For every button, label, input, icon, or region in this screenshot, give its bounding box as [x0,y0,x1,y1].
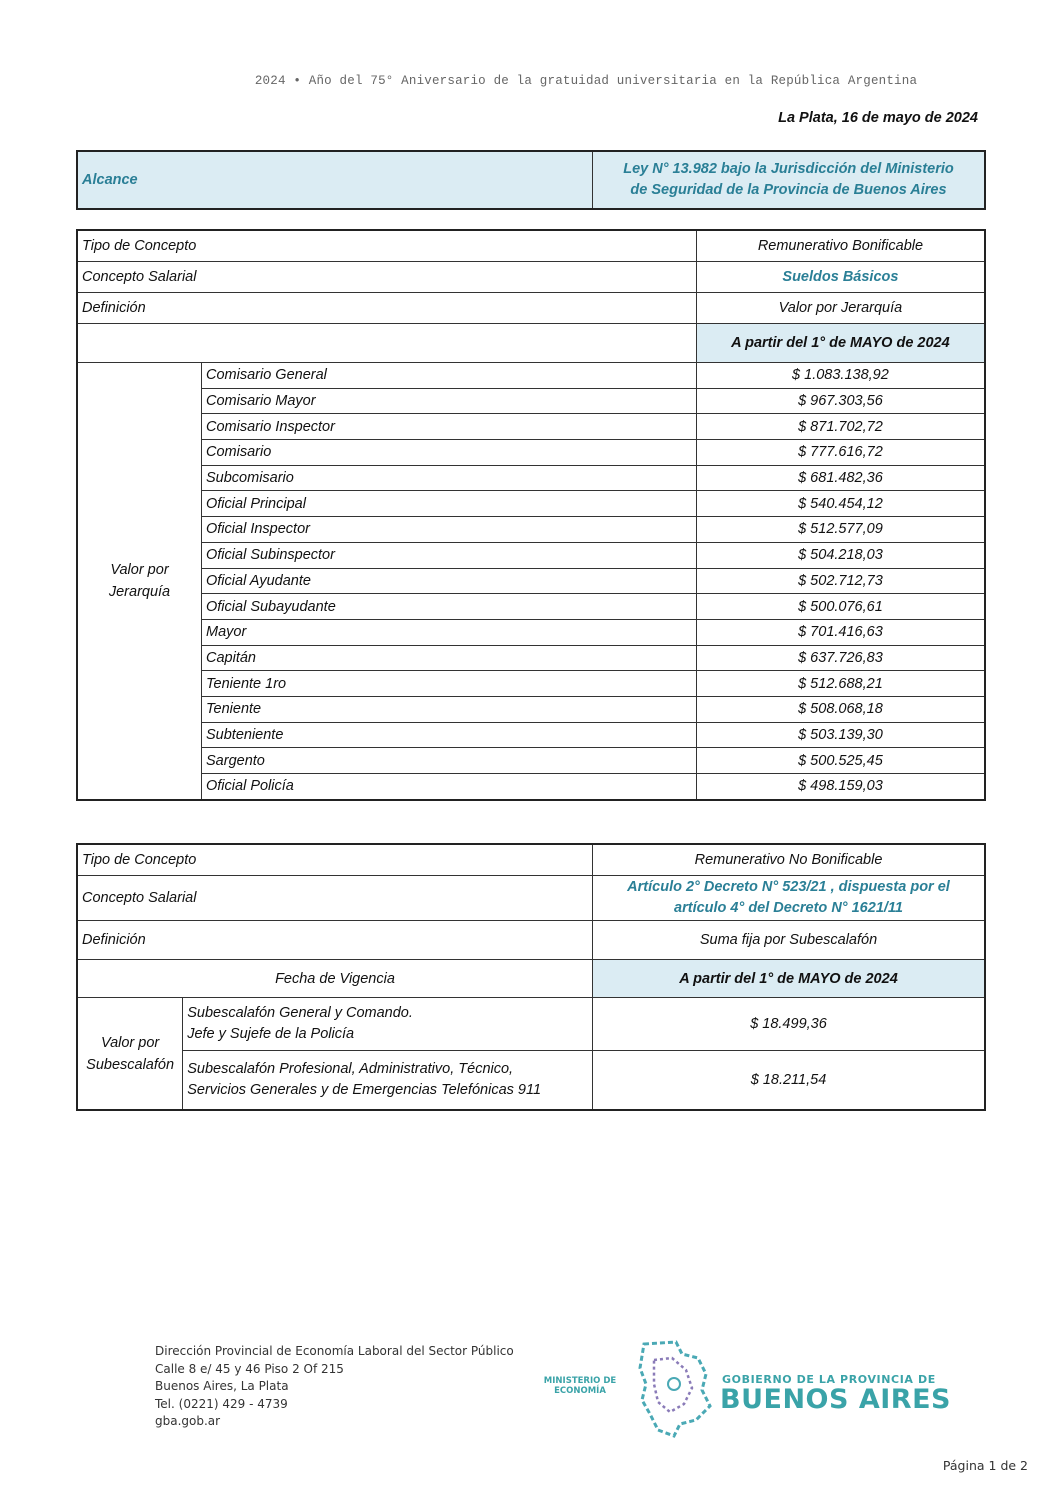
rank-value: $ 508.068,18 [696,696,985,722]
tipo-concepto-label: Tipo de Concepto [77,230,696,262]
buenos-aires-logo-text: BUENOS AIRES [720,1384,951,1415]
vigencia-value: A partir del 1° de MAYO de 2024 [696,324,985,363]
alcance-table [76,150,986,210]
rank-row [77,568,985,594]
rank-row [77,465,985,491]
subescalafon-line2: Jefe y Sujefe de la Policía [187,1026,355,1042]
rank-name: Oficial Subinspector [202,542,697,568]
sueldos-basicos-table [76,229,986,801]
rank-name: Comisario Mayor [202,388,697,414]
fecha-vigencia-label: Fecha de Vigencia [77,960,593,998]
rank-name: Oficial Inspector [202,517,697,543]
tipo-concepto-label: Tipo de Concepto [77,844,593,876]
rank-value: $ 681.482,36 [696,465,985,491]
rank-name: Comisario General [202,363,697,389]
ministerio-economia-logo: MINISTERIO DE ECONOMÍA [543,1376,617,1396]
rank-value: $ 871.702,72 [696,414,985,440]
subescalafon-name [183,998,593,1051]
rank-value: $ 502.712,73 [696,568,985,594]
subescalafon-name [183,1051,593,1111]
rank-row [77,440,985,466]
definicion-value: Suma fija por Subescalafón [593,921,986,960]
concepto-salarial-value: Artículo 2° Decreto N° 523/21 , dispuesta por el artículo 4° del Decreto N° 1621/11 [593,876,986,921]
jerarquia-group-label: Valor por Jerarquía [77,363,202,800]
rank-value: $ 637.726,83 [696,645,985,671]
tipo-concepto-value: Remunerativo No Bonificable [593,844,986,876]
subescalafon-line1: Subescalafón Profesional, Administrativo, Técnico, [187,1061,514,1077]
rank-row [77,388,985,414]
rank-value: $ 540.454,12 [696,491,985,517]
gobierno-label: GOBIERNO DE LA PROVINCIA DE [722,1373,936,1386]
rank-name: Comisario Inspector [202,414,697,440]
rank-name: Sargento [202,748,697,774]
no-bonificable-table [76,843,986,1111]
footer-line: Calle 8 e/ 45 y 46 Piso 2 Of 215 [155,1361,344,1376]
tipo-concepto-value: Remunerativo Bonificable [696,230,985,262]
rank-value: $ 498.159,03 [696,774,985,800]
definicion-label: Definición [77,293,696,324]
rank-name: Teniente [202,696,697,722]
rank-row [77,748,985,774]
rank-name: Subcomisario [202,465,697,491]
rank-name: Oficial Ayudante [202,568,697,594]
rank-row [77,619,985,645]
rank-name: Teniente 1ro [202,671,697,697]
anniversary-header: 2024 • Año del 75° Aniversario de la gratuidad universitaria en la República Argentina [254,74,918,88]
rank-value: $ 512.688,21 [696,671,985,697]
concepto-salarial-label: Concepto Salarial [77,876,593,921]
footer-line: Buenos Aires, La Plata [155,1379,289,1393]
concepto-salarial-value: Sueldos Básicos [696,262,985,293]
rank-row [77,517,985,543]
alcance-value: Ley N° 13.982 bajo la Jurisdicción del Ministerio de Seguridad de la Provincia de Buenos Aires [593,151,986,209]
rank-name: Comisario [202,440,697,466]
subescalafon-value: $ 18.211,54 [593,1051,986,1111]
subescalafon-line2: Servicios Generales y de Emergencias Telefónicas 911 [187,1082,542,1098]
footer-address [155,1343,514,1431]
rank-value: $ 500.076,61 [696,594,985,620]
rank-name: Oficial Principal [202,491,697,517]
footer-line: Tel. (0221) 429 - 4739 [155,1396,288,1411]
rank-value: $ 777.616,72 [696,440,985,466]
subescalafon-group-label: Valor por Subescalafón [77,998,183,1111]
rank-name: Oficial Policía [202,774,697,800]
province-map-icon [636,1340,716,1438]
rank-row [77,491,985,517]
subescalafon-value: $ 18.499,36 [593,998,986,1051]
rank-value: $ 1.083.138,92 [696,363,985,389]
rank-row [77,542,985,568]
rank-value: $ 500.525,45 [696,748,985,774]
rank-row [77,363,985,389]
rank-value: $ 512.577,09 [696,517,985,543]
rank-name: Subteniente [202,722,697,748]
vigencia-value: A partir del 1° de MAYO de 2024 [593,960,986,998]
page-number: Página 1 de 2 [942,1458,1028,1473]
rank-row [77,671,985,697]
rank-name: Oficial Subayudante [202,594,697,620]
rank-value: $ 967.303,56 [696,388,985,414]
definicion-value: Valor por Jerarquía [696,293,985,324]
rank-row [77,414,985,440]
vigencia-label [77,324,696,363]
rank-value: $ 503.139,30 [696,722,985,748]
rank-row [77,722,985,748]
rank-row [77,774,985,800]
footer-website-link[interactable]: gba.gob.ar [155,1414,221,1428]
footer-line: Dirección Provincial de Economía Laboral del Sector Público [155,1344,514,1358]
definicion-label: Definición [77,921,593,960]
document-date: La Plata, 16 de mayo de 2024 [778,110,978,126]
rank-name: Capitán [202,645,697,671]
rank-row [77,594,985,620]
rank-value: $ 701.416,63 [696,619,985,645]
rank-row [77,645,985,671]
rank-row [77,696,985,722]
subescalafon-line1: Subescalafón General y Comando. [187,1005,413,1021]
rank-name: Mayor [202,619,697,645]
rank-value: $ 504.218,03 [696,542,985,568]
alcance-label: Alcance [77,151,593,209]
concepto-salarial-label: Concepto Salarial [77,262,696,293]
